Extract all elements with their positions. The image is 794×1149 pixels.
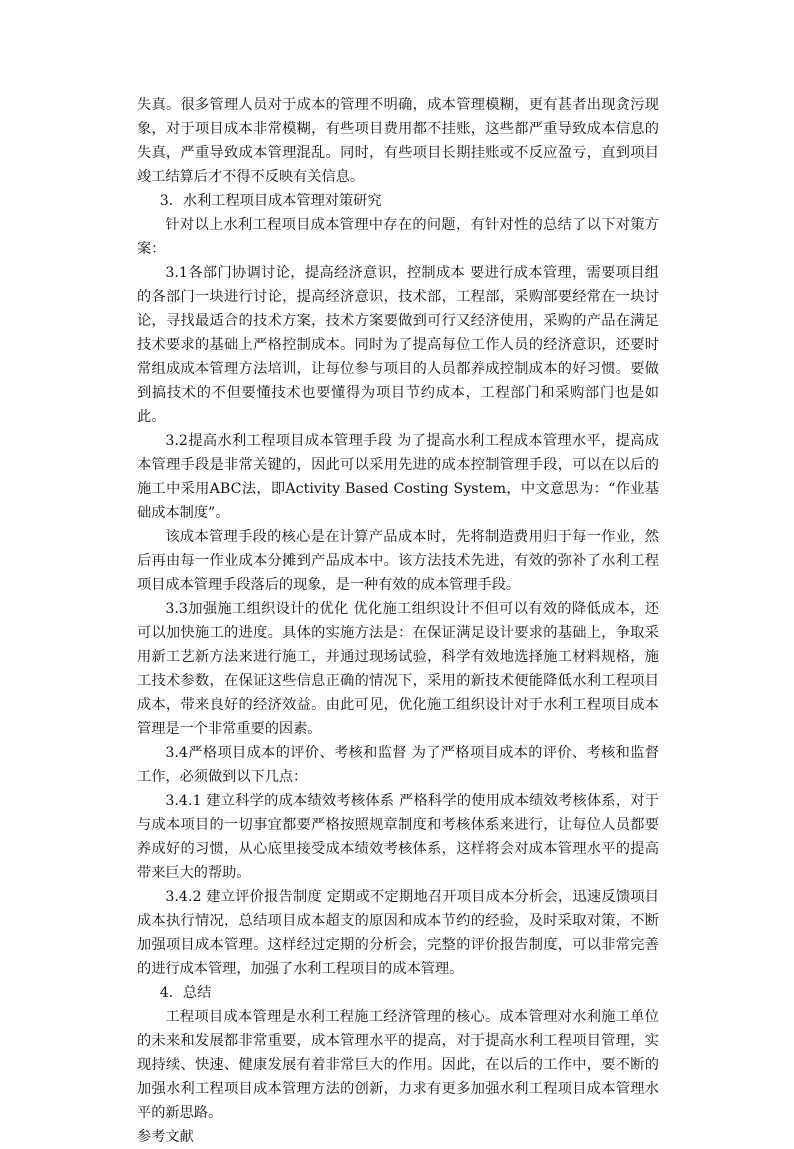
references-heading: 参考文献	[137, 1129, 194, 1145]
document-page	[137, 93, 659, 1149]
paragraph-3-4-1: 3.4.1 建立科学的成本绩效考核体系 严格科学的使用成本绩效考核体系，对于与成本项目的一切事宜都要严格按照规章制度和考核体系来进行，让每位人员都要养成好的习惯，从心底里接受成本绩效考核体系，这样将会对成本管理水平的提高带来巨大的帮助。	[137, 793, 659, 881]
paragraph-3-4: 3.4严格项目成本的评价、考核和监督 为了严格项目成本的评价、考核和监督工作，必须做到以下几点：	[137, 745, 659, 785]
section-heading-4: 4．总结	[159, 985, 212, 1001]
section-heading-3: 3．水利工程项目成本管理对策研究	[159, 193, 382, 209]
paragraph-continued: 失真。很多管理人员对于成本的管理不明确，成本管理模糊，更有甚者出现贪污现象，对于项目成本非常模糊，有些项目费用都不挂账，这些都严重导致成本信息的失真，严重导致成本管理混乱。同时，有些项目长期挂账或不反应盈亏，直到项目竣工结算后才不得不反映有关信息。	[137, 97, 659, 185]
paragraph-intro: 针对以上水利工程项目成本管理中存在的问题，有针对性的总结了以下对策方案：	[137, 217, 659, 257]
paragraph-3-2: 3.2提高水利工程项目成本管理手段 为了提高水利工程成本管理水平，提高成本管理手段是非常关键的，因此可以采用先进的成本控制管理手段，可以在以后的施工中采用ABC法，即Activity Based Costing System，中文意思为：“作业基础成本制度”。	[137, 433, 659, 521]
paragraph-3-3: 3.3加强施工组织设计的优化 优化施工组织设计不但可以有效的降低成本，还可以加快施工的进度。具体的实施方法是：在保证满足设计要求的基础上，争取采用新工艺新方法来进行施工，并通过现场试验，科学有效地选择施工材料规格，施工技术参数，在保证这些信息正确的情况下，采用的新技术便能降低水利工程项目成本，带来良好的经济效益。由此可见，优化施工组织设计对于水利工程项目成本管理是一个非常重要的因素。	[137, 601, 659, 737]
paragraph-abc-method: 该成本管理手段的核心是在计算产品成本时，先将制造费用归于每一作业，然后再由每一作业成本分摊到产品成本中。该方法技术先进，有效的弥补了水利工程项目成本管理手段落后的现象，是一种有效的成本管理手段。	[137, 529, 659, 593]
paragraph-3-4-2: 3.4.2 建立评价报告制度 定期或不定期地召开项目成本分析会，迅速反馈项目成本执行情况，总结项目成本超支的原因和成本节约的经验，及时采取对策，不断加强项目成本管理。这样经过定期的分析会，完整的评价报告制度，可以非常完善的进行成本管理，加强了水利工程项目的成本管理。	[137, 889, 659, 977]
paragraph-summary: 工程项目成本管理是水利工程施工经济管理的核心。成本管理对水利施工单位的未来和发展都非常重要，成本管理水平的提高，对于提高水利工程项目管理，实现持续、快速、健康发展有着非常巨大的作用。因此，在以后的工作中，要不断的加强水利工程项目成本管理方法的创新，力求有更多加强水利工程项目成本管理水平的新思路。	[137, 1009, 659, 1121]
paragraph-3-1: 3.1各部门协调讨论，提高经济意识，控制成本 要进行成本管理，需要项目组的各部门一块进行讨论，提高经济意识，技术部，工程部，采购部要经常在一块讨论，寻找最适合的技术方案，技术方案要做到可行又经济使用，采购的产品在满足技术要求的基础上严格控制成本。同时为了提高每位工作人员的经济意识，还要时常组成成本管理方法培训，让每位参与项目的人员都养成控制成本的好习惯。要做到搞技术的不但要懂技术也要懂得为项目节约成本，工程部门和采购部门也是如此。	[137, 265, 659, 425]
